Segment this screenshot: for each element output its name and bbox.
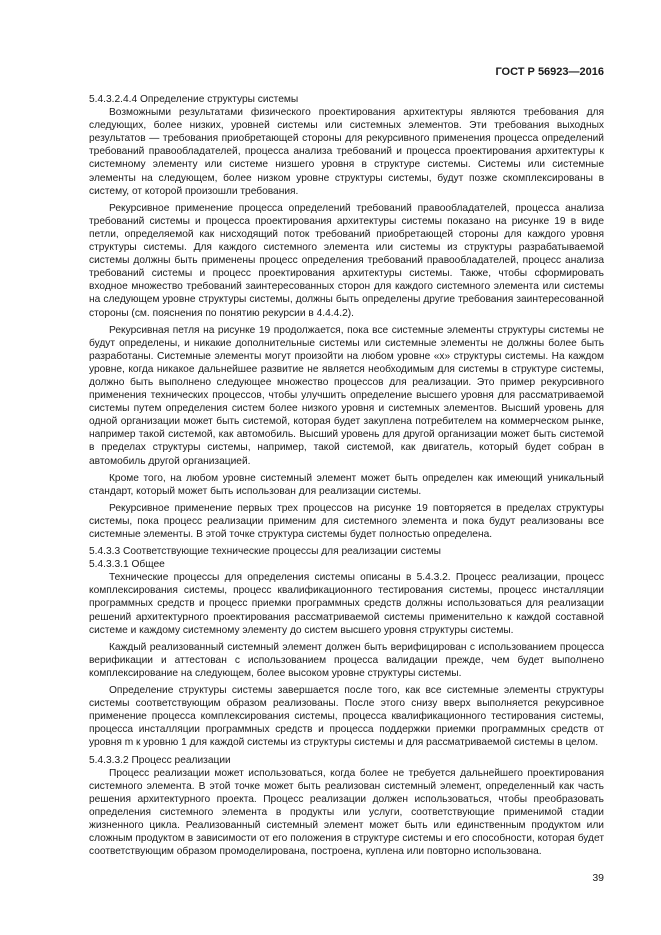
document-header: ГОСТ Р 56923—2016 (495, 66, 604, 78)
section-heading: 5.4.3.3 Соответствующие технические процессы для реализации системы (89, 546, 441, 558)
section-heading: 5.4.3.3.1 Общее (89, 559, 165, 571)
body-paragraph: Рекурсивная петля на рисунке 19 продолжается, пока все системные элементы структуры системы не будут определены, и никакие дополнительные системы или системные элементы не должны более быть разработаны. Системные элементы могут произойти на любом уровне «х» структуры системы. На каждом уровне, когда никакое дальнейшее развитие не является необходимым для системы в структуре системы, должно быть выполнено следующее множество процессов для реализации. Это пример рекурсивного применения технических процессов, чтобы улучшить определение высшего уровня для рассматриваемой системы путем определения систем более низкого уровня и системных элементов. Высший уровень для одной организации может быть системой, которая будет закуплена потребителем на коммерческом рынке, например такой системой, как автомобиль. Высший уровень для другой организации может быть системой в пределах структуры системы, например, такой системой, как двигатель, который будет собран в автомобиль другой организацией. (89, 324, 604, 467)
body-paragraph: Кроме того, на любом уровне системный элемент может быть определен как имеющий уникальный стандарт, который может быть использован для реализации системы. (89, 472, 604, 497)
body-paragraph: Возможными результатами физического проектирования архитектуры являются требования для следующих, более низких, уровней системы или системных элементов. Эти требования выходных результатов — требования приобретающей стороны для рекурсивного применения процесса определений требований правообладателей, процесса анализа требований и процесса проектирования архитектуры к системному элементу или системе низшего уровня в структуре системы. Системы или системные элементы на следующем, более низком уровне структуры системы, будут позже скомплексированы в систему, от которой произошли требования. (89, 107, 604, 197)
body-paragraph: Процесс реализации может использоваться, когда более не требуется дальнейшего проектирования системного элемента. В этой точке может быть реализован системный элемент, определенный как часть решения архитектурного проекта. Процесс реализации должен использоваться, чтобы преобразовать определения системного элемента в продукты или услуги, соответствующие применимой стадии жизненного цикла. Реализованный системный элемент может быть или единственным продуктом или сложным продуктом в зависимости от его положения в структуре системы и его способности, которая будет соответствующим образом промоделирована, построена, куплена или повторно использована. (89, 767, 604, 858)
body-paragraph: Технические процессы для определения системы описаны в 5.4.3.2. Процесс реализации, процесс комплексирования системы, процесс квалификационного тестирования системы, процесс инсталляции программных средств и процесс приемки программных средств должны использоваться для реализации решений архитектурного проектирования рассматриваемой системы применительно к каждой составной системе и каждому системному элементу до систем высшего уровня структуры системы. (89, 572, 604, 636)
body-paragraph: Определение структуры системы завершается после того, как все системные элементы структуры системы соответствующим образом реализованы. После этого снизу вверх выполняется рекурсивное применение процесса комплексирования системы, процесса квалификационного тестирования системы, процесса инсталляции программных средств и процесса поддержки приемки программных средств от уровня m к уровню 1 для каждой системы из структуры системы и для рассматриваемой системы в целом. (89, 685, 604, 749)
body-paragraph: Рекурсивное применение первых трех процессов на рисунке 19 повторяется в пределах структуры системы, пока процесс реализации применим для системного элемента и пока будут реализованы все системные элементы. В этой точке структура системы будет полностью определена. (89, 502, 604, 540)
section-heading: 5.4.3.2.4.4 Определение структуры системы (89, 94, 299, 105)
section-heading: 5.4.3.3.2 Процесс реализации (89, 754, 231, 766)
body-paragraph: Каждый реализованный системный элемент должен быть верифицирован с использованием процесса верификации и аттестован с использованием процесса валидации прежде, чем будет выполнено комплексирование на следующем, более высоком уровне структуры системы. (89, 641, 604, 679)
page-number: 39 (592, 872, 604, 884)
document-body (89, 93, 604, 862)
body-paragraph: Рекурсивное применение процесса определений требований правообладателей, процесса анализа требований системы и процесса проектирования архитектуры системы показано на рисунке 19 в виде петли, определяемой как нисходящий поток требований приобретающей стороны для каждого уровня структуры системы. Для каждого системного элемента или системы из структуры разрабатываемой системы должны быть применены процесс определения требований правообладателей, процесс анализа требований системы и процесс проектирования архитектуры системы. Также, чтобы сформировать входное множество требований заинтересованных сторон для каждого системного элемента или системы на следующем уровне структуры системы, должны быть определены другие требования заинтересованной стороны (см. пояснения по понятию рекурсии в 4.4.4.2). (89, 202, 604, 319)
